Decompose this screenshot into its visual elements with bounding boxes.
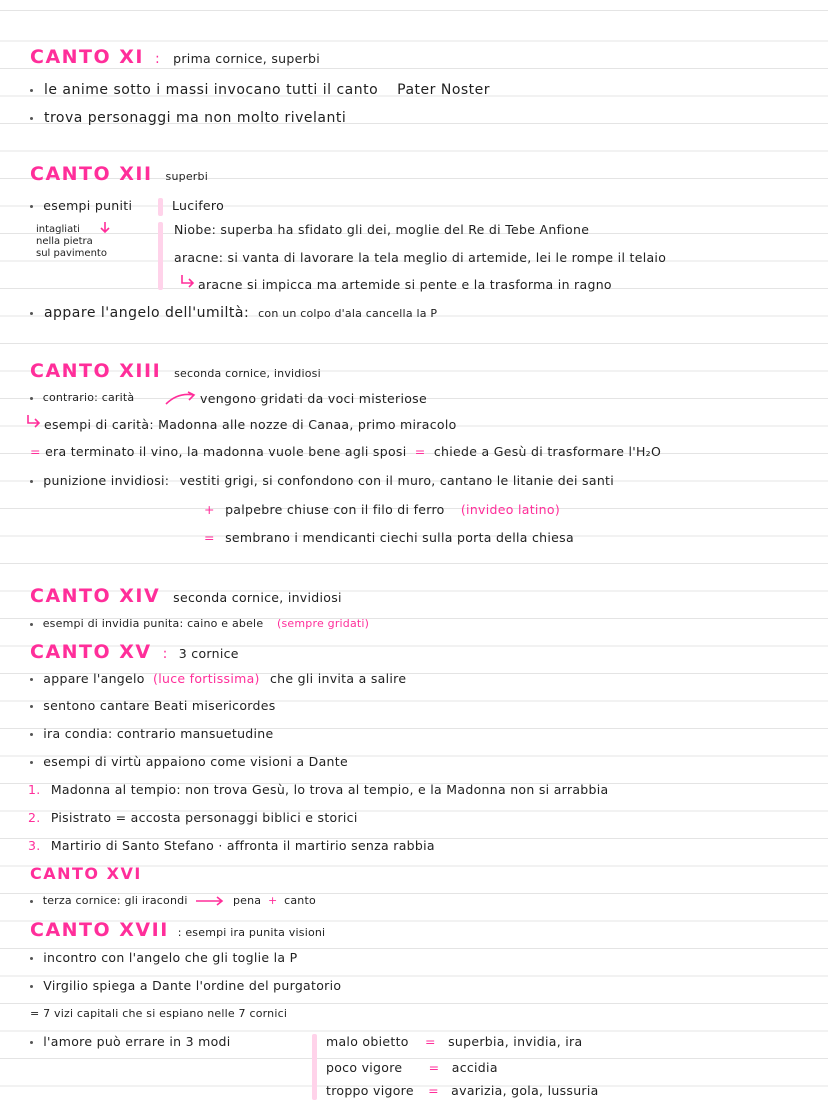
note-line: nella pietra [36, 236, 93, 247]
canto-xii-subtitle: superbi [165, 170, 208, 183]
palpebre-line [204, 502, 560, 517]
lucifero: Lucifero [172, 198, 225, 213]
canto-xv-line3 [30, 726, 274, 741]
canto-xvi-title: CANTO XVI [30, 864, 142, 883]
esempi-text: esempi di invidia punita: caino e abele [42, 617, 264, 630]
terza-text: terza cornice: gli iracondi [42, 894, 188, 907]
highlight-marker [158, 222, 163, 290]
canto-xv-line1 [30, 671, 406, 686]
canto-xv-heading: CANTO XV : 3 cornice [30, 641, 239, 663]
sembrano-line [204, 530, 574, 545]
margin-note [36, 224, 126, 260]
canto-xv-item3 [28, 838, 435, 853]
line-text: Virgilio spiega a Dante l'ordine del purgatorio [43, 978, 342, 993]
line-text: incontro con l'angelo che gli toglie la P [43, 950, 298, 965]
canto-xi-line1 [30, 82, 490, 98]
canto-xi-heading [30, 46, 320, 68]
line-text: le anime sotto i massi invocano tutti il canto [43, 82, 379, 98]
canto-xvii-line1 [30, 950, 297, 965]
item-text: Madonna al tempio: non trova Gesù, lo trova al tempio, e la Madonna non si arrabbia [50, 782, 609, 797]
equals-sign: = [428, 1083, 439, 1098]
note-line: sul pavimento [36, 248, 107, 259]
note-line: intagliati [36, 224, 80, 235]
modo-label: troppo vigore [326, 1083, 414, 1098]
aracne-line2: aracne si impicca ma artemide si pente e la trasforma in ragno [198, 277, 612, 292]
line-text2: che gli invita a salire [270, 671, 407, 686]
canto-xiv-esempi [30, 617, 369, 630]
canto-xii-esempi [30, 198, 132, 213]
sembrano-text: sembrano i mendicanti ciechi sulla porta della chiesa [225, 530, 574, 545]
punizione-line [30, 473, 614, 488]
canto-xvii-line3: = 7 vizi capitali che si espiano nelle 7 cornici [30, 1007, 288, 1020]
pena-text: pena [232, 894, 262, 907]
modo-row [326, 1060, 498, 1075]
punizione-label: punizione invidiosi: [43, 473, 170, 488]
angelo-umilta-line [30, 305, 437, 321]
canto-xii-title: CANTO XII [30, 163, 153, 185]
line-text: ira condia: contrario mansuetudine [43, 726, 274, 741]
item-number: 3. [28, 838, 41, 853]
esempi-label: esempi puniti [43, 198, 133, 213]
highlight-marker [312, 1034, 317, 1100]
canto-xvii-heading [30, 919, 325, 941]
equals-sign: = [204, 530, 215, 545]
canto-xiii-title: CANTO XIII [30, 360, 162, 382]
canto-xvii-title: CANTO XVII [30, 919, 169, 941]
canto-text: canto [284, 894, 316, 907]
item-number: 1. [28, 782, 41, 797]
contrario-carita [30, 391, 134, 404]
line-text: sentono cantare Beati misericordes [43, 698, 276, 713]
modo-row [326, 1034, 582, 1049]
canto-xiv-title: CANTO XIV [30, 585, 161, 607]
item-number: 2. [28, 810, 41, 825]
modo-label: poco vigore [326, 1060, 403, 1075]
down-arrow-icon [98, 221, 112, 235]
canto-xv-line2 [30, 698, 276, 713]
line-text: appare l'angelo [43, 671, 145, 686]
colon: : [154, 51, 161, 67]
canto-xi-subtitle: prima cornice, superbi [173, 51, 321, 66]
item-text: Pisistrato = accosta personaggi biblici e storici [50, 810, 358, 825]
canto-xi-title: CANTO XI [30, 46, 144, 68]
canto-xv-item1 [28, 782, 609, 797]
modo-row [326, 1083, 599, 1098]
gridati-line: vengono gridati da voci misteriose [200, 391, 427, 406]
sempre-note: (sempre gridati) [277, 617, 370, 630]
invideo-note: (invideo latino) [460, 502, 561, 517]
canto-xv-title: CANTO XV [30, 641, 152, 663]
canto-xvi-line [30, 894, 316, 907]
modo-value: accidia [451, 1060, 498, 1075]
canto-xi-line2 [30, 110, 346, 126]
vino-text2: chiede a Gesù di trasformare l'H₂O [433, 444, 662, 459]
plus-sign: + [267, 894, 278, 907]
line-text: esempi di virtù appaiono come visioni a Dante [43, 754, 348, 769]
canto-xiv-heading [30, 585, 342, 607]
canto-xv-item2 [28, 810, 358, 825]
equals-sign: = [425, 1034, 436, 1049]
punizione-text: vestiti grigi, si confondono con il muro, cantano le litanie dei santi [179, 473, 615, 488]
canto-xvi-heading [30, 864, 142, 883]
canto-xv-subtitle: 3 cornice [178, 646, 239, 661]
equals-sign: = [414, 444, 426, 459]
canto-xvii-line2 [30, 978, 341, 993]
modo-value: superbia, invidia, ira [448, 1034, 583, 1049]
line-text: trova personaggi ma non molto rivelanti [43, 110, 347, 126]
highlight-marker [158, 198, 163, 216]
aracne-line: aracne: si vanta di lavorare la tela meglio di artemide, lei le rompe il telaio [174, 250, 667, 265]
palpebre-text: palpebre chiuse con il filo di ferro [225, 502, 445, 517]
vino-line: = era terminato il vino, la madonna vuole bene agli sposi = chiede a Gesù di trasformare l'H₂O [30, 444, 662, 459]
esempi-carita-line: esempi di carità: Madonna alle nozze di Canaa, primo miracolo [44, 417, 457, 432]
item-text: Martirio di Santo Stefano · affronta il martirio senza rabbia [50, 838, 435, 853]
right-arrow-icon [195, 896, 225, 906]
contrario-text: contrario: carità [42, 391, 135, 404]
equals-sign: = [428, 1060, 440, 1075]
luce-note: (luce fortissima) [153, 671, 260, 686]
niobe-line: Niobe: superba ha sfidato gli dei, moglie del Re di Tebe Anfione [174, 222, 590, 237]
modo-label: malo obietto [326, 1034, 409, 1049]
canto-xiii-heading [30, 360, 321, 382]
hook-arrow-icon [180, 274, 196, 288]
canto-xvii-subtitle: : esempi ira punita visioni [177, 926, 326, 939]
angelo-text2: con un colpo d'ala cancella la P [258, 307, 438, 320]
canto-xii-heading [30, 163, 208, 185]
plus-sign: + [204, 502, 215, 517]
modo-value: avarizia, gola, lussuria [451, 1083, 599, 1098]
amore-text: l'amore può errare in 3 modi [43, 1034, 231, 1049]
amore-line [30, 1034, 231, 1049]
curved-arrow-icon [164, 390, 198, 406]
hook-arrow-icon [26, 414, 42, 428]
angelo-text: appare l'angelo dell'umiltà: [43, 305, 250, 321]
canto-xiv-subtitle: seconda cornice, invidiosi [173, 590, 342, 605]
canto-xiii-subtitle: seconda cornice, invidiosi [174, 367, 321, 380]
canto-xv-line4 [30, 754, 348, 769]
pater-noster: Pater Noster [397, 82, 491, 98]
vino-text: era terminato il vino, la madonna vuole bene agli sposi [45, 444, 407, 459]
